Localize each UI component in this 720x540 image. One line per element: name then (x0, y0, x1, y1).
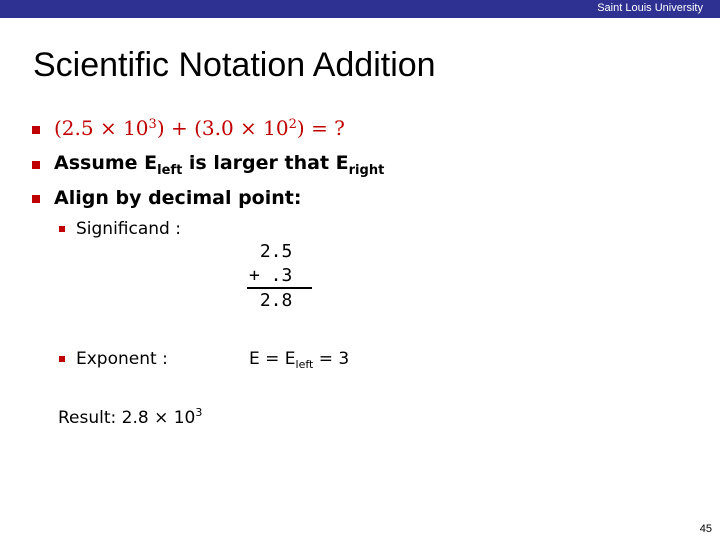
sum-value: 2.8 (249, 290, 293, 311)
exponent-equation: $E = E_{left} = 3$ (249, 349, 350, 371)
addend-one: 2.5 (249, 241, 293, 262)
bullet-assume: Assume $E_{left}$ is larger that $E_{right}$ (54, 152, 385, 178)
slide-title: Scientific Notation Addition (33, 46, 436, 84)
result-text: Result: $2.8 \times 10^3$ (58, 406, 203, 428)
bullet-marker (32, 126, 40, 134)
bullet-align: Align by decimal point: (54, 187, 302, 209)
sub-bullet-marker (59, 226, 65, 232)
bullet-marker (32, 161, 40, 169)
page-number: 45 (699, 523, 712, 535)
header-bar (0, 0, 720, 18)
bullet-expression: $(2.5 \times 10^3) + (3.0 \times 10^2)$ = ? (54, 116, 345, 140)
sum-line (247, 287, 312, 289)
addend-two: + .3 (249, 265, 293, 286)
significand-label: Significand : (76, 219, 181, 239)
bullet-marker (32, 195, 40, 203)
university-name: Saint Louis University (597, 2, 703, 14)
sub-bullet-marker (59, 356, 65, 362)
exponent-label: Exponent : (76, 349, 168, 369)
